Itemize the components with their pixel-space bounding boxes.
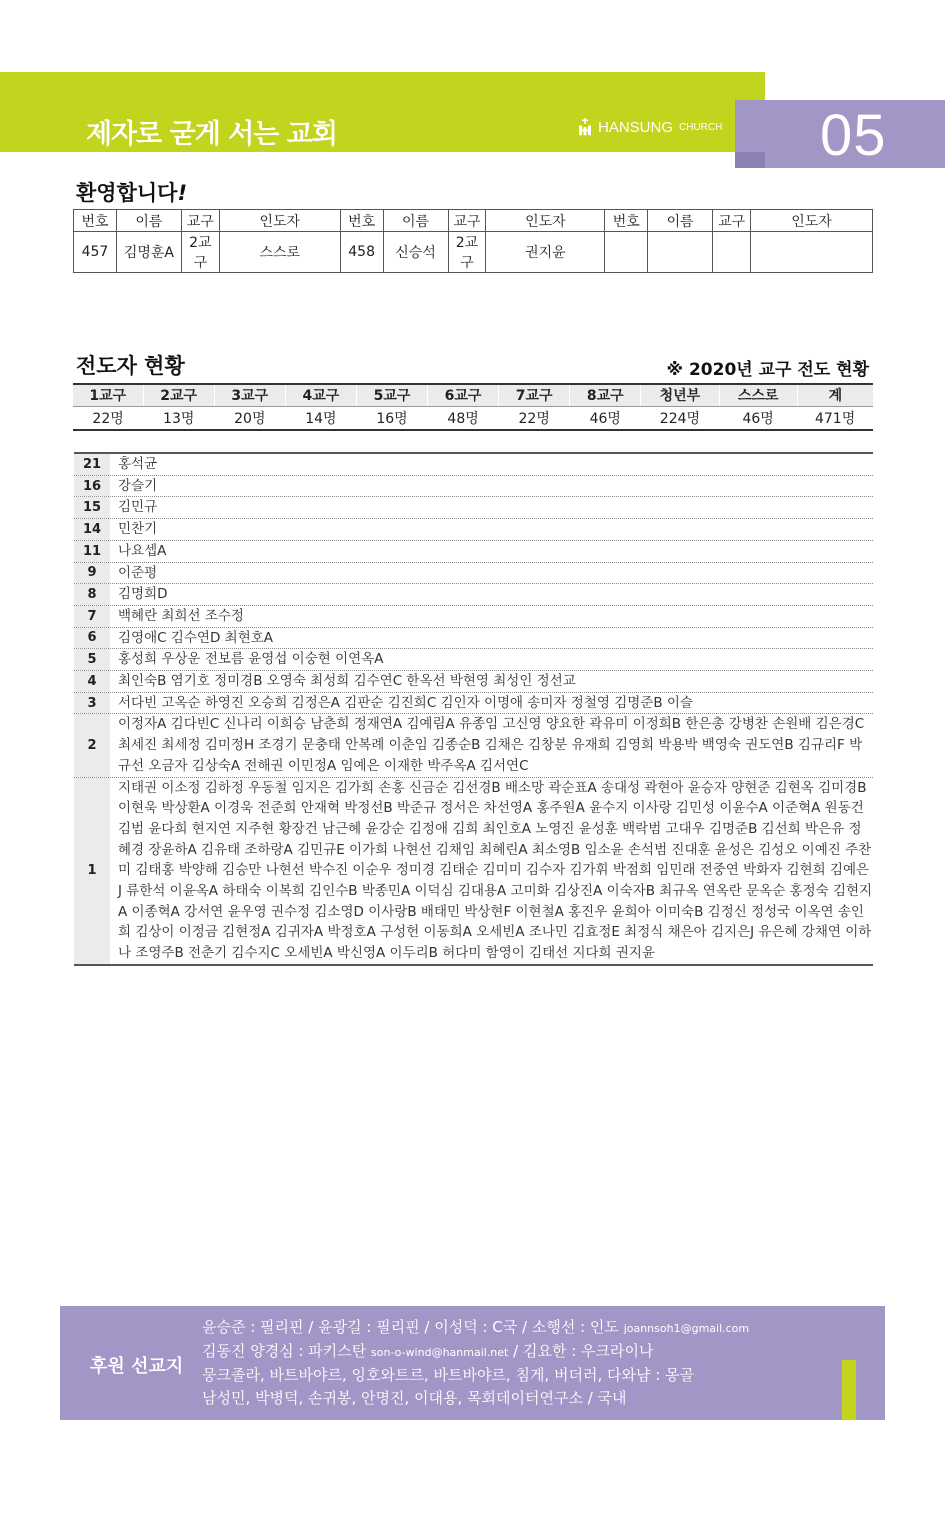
table-cell: 46명 bbox=[570, 406, 641, 430]
table-cell bbox=[648, 232, 713, 273]
table-cell: 224명 bbox=[641, 406, 719, 430]
rank-names: 김명희D bbox=[118, 586, 168, 603]
list-item bbox=[74, 606, 873, 628]
rank-names: 민찬기 bbox=[118, 521, 158, 538]
missionary-label: 후원 선교지 bbox=[90, 1356, 184, 1377]
rank-names: 김영애C 김수연D 최현호A bbox=[118, 629, 274, 646]
table-cell: 457 bbox=[74, 232, 117, 273]
list-item bbox=[74, 563, 873, 585]
rank-names: 김민규 bbox=[118, 499, 158, 516]
col-parish: 교구 bbox=[448, 210, 486, 232]
page-heading: 제자로 굳게 서는 교회 bbox=[86, 119, 337, 150]
rank-names: 강슬기 bbox=[118, 477, 158, 494]
col-name: 이름 bbox=[383, 210, 448, 232]
table-cell: 14명 bbox=[285, 406, 356, 430]
list-item bbox=[74, 714, 873, 777]
col-parish: 교구 bbox=[181, 210, 219, 232]
rank-count: 14 bbox=[74, 519, 110, 540]
col-guide: 인도자 bbox=[486, 210, 605, 232]
rank-count: 5 bbox=[74, 649, 110, 670]
table-cell: 48명 bbox=[428, 406, 499, 430]
col-parish-4: 4교구 bbox=[285, 384, 356, 406]
evangelism-note: ※ 2020년 교구 전도 현황 bbox=[666, 360, 869, 380]
table-cell: 46명 bbox=[719, 406, 797, 430]
welcome-table bbox=[73, 209, 873, 273]
rank-names: 이준평 bbox=[118, 564, 158, 581]
table-row bbox=[74, 232, 873, 273]
col-number: 번호 bbox=[605, 210, 648, 232]
rank-count: 7 bbox=[74, 606, 110, 627]
missionary-email-2: son-o-wind@hanmail.net bbox=[371, 1346, 509, 1359]
rank-count: 3 bbox=[74, 693, 110, 714]
rank-names: 홍성희 우상운 전보름 윤영섭 이숭현 이연옥A bbox=[118, 651, 384, 668]
missionary-line-2-text: 김동진 양경심 : 파키스탄 bbox=[202, 1342, 367, 1360]
table-cell: 권지윤 bbox=[486, 232, 605, 273]
church-cross-icon bbox=[576, 118, 594, 136]
list-item bbox=[74, 628, 873, 650]
table-cell: 2교구 bbox=[181, 232, 219, 273]
rank-names: 백혜란 최희선 조수정 bbox=[118, 607, 244, 624]
table-cell: 2교구 bbox=[448, 232, 486, 273]
table-cell bbox=[713, 232, 751, 273]
table-cell: 신승석 bbox=[383, 232, 448, 273]
list-item bbox=[74, 649, 873, 671]
rank-count: 2 bbox=[74, 714, 110, 776]
table-cell: 16명 bbox=[356, 406, 427, 430]
table-cell: 김명훈A bbox=[116, 232, 181, 273]
col-guide: 인도자 bbox=[219, 210, 340, 232]
welcome-title-text: 환영합니다 bbox=[76, 181, 178, 205]
table-cell bbox=[605, 232, 648, 273]
church-logo bbox=[576, 118, 722, 136]
rank-count: 1 bbox=[74, 778, 110, 964]
rank-names: 이정자A 김다빈C 신나리 이희승 남춘희 정재연A 김예림A 유종임 고신영 양요한 곽유미 이정희B 한은총 강병찬 손원배 김은경C 최세진 최세정 김미정H 조경기 문충태 안복례 이춘임 김종순B 김채은 김창분 유재희 김영희 박용박 백영숙 권도연B 김규리F 박규선 오금자 김상숙A 전해권 이민정A 임예은 이재한 박주옥A 김서연C bbox=[118, 716, 865, 774]
list-item bbox=[74, 541, 873, 563]
logo-text: HANSUNG bbox=[598, 118, 674, 136]
list-item bbox=[74, 584, 873, 606]
accent-bar bbox=[842, 1360, 856, 1420]
col-number: 번호 bbox=[340, 210, 383, 232]
rank-names: 나요셉A bbox=[118, 542, 167, 559]
list-item bbox=[74, 671, 873, 693]
col-guide: 인도자 bbox=[751, 210, 873, 232]
rank-names: 홍석균 bbox=[118, 456, 158, 472]
logo-sub-text: CHURCH bbox=[679, 121, 723, 133]
col-parish-1: 1교구 bbox=[73, 384, 143, 406]
col-parish-5: 5교구 bbox=[356, 384, 427, 406]
table-cell: 13명 bbox=[143, 406, 214, 430]
list-item bbox=[74, 497, 873, 519]
rank-names: 서다빈 고옥순 하영진 오승희 김정은A 김판순 김진희C 김인자 이명애 송미자 정철영 김명준B 이슬 bbox=[118, 694, 693, 711]
col-self: 스스로 bbox=[719, 384, 797, 406]
table-row bbox=[73, 406, 873, 430]
rank-count: 6 bbox=[74, 628, 110, 649]
page-number: 05 bbox=[820, 103, 887, 168]
evangelist-ranking-list bbox=[74, 452, 873, 966]
col-parish-3: 3교구 bbox=[214, 384, 285, 406]
rank-count: 4 bbox=[74, 671, 110, 692]
list-item bbox=[74, 454, 873, 476]
col-number: 번호 bbox=[74, 210, 117, 232]
missionary-line-1-text: 윤승준 : 필리핀 / 윤광길 : 필리핀 / 이성덕 : C국 / 소행선 : 인도 bbox=[202, 1318, 619, 1336]
rank-count: 11 bbox=[74, 541, 110, 562]
list-item bbox=[74, 693, 873, 715]
missionary-email-1: joannsoh1@gmail.com bbox=[623, 1322, 750, 1335]
col-name: 이름 bbox=[116, 210, 181, 232]
missionary-line-2-rest: / 김요한 : 우크라이나 bbox=[513, 1342, 654, 1360]
rank-names: 최인숙B 염기호 정미경B 오영숙 최성희 김수연C 한옥선 박현영 최성인 정선교 bbox=[118, 673, 576, 690]
evangelism-header-row bbox=[73, 384, 873, 406]
list-item bbox=[74, 519, 873, 541]
rank-count: 8 bbox=[74, 584, 110, 605]
rank-count: 16 bbox=[74, 476, 110, 497]
evangelism-table bbox=[73, 383, 873, 431]
col-name: 이름 bbox=[648, 210, 713, 232]
col-parish: 교구 bbox=[713, 210, 751, 232]
table-cell: 458 bbox=[340, 232, 383, 273]
col-parish-6: 6교구 bbox=[428, 384, 499, 406]
table-cell: 22명 bbox=[73, 406, 143, 430]
table-cell bbox=[751, 232, 873, 273]
welcome-header-row bbox=[74, 210, 873, 232]
col-parish-2: 2교구 bbox=[143, 384, 214, 406]
list-item bbox=[74, 476, 873, 498]
missionary-line-1 bbox=[202, 1316, 749, 1340]
list-item bbox=[74, 778, 873, 964]
missionary-support-box bbox=[60, 1306, 885, 1420]
table-cell: 471명 bbox=[797, 406, 873, 430]
welcome-title bbox=[76, 177, 187, 207]
missionary-line-2 bbox=[202, 1340, 749, 1364]
table-cell: 스스로 bbox=[219, 232, 340, 273]
welcome-title-mark: ! bbox=[177, 181, 188, 205]
missionary-line-3: 뭉크졸라, 바트바야르, 잉호와트르, 바트바야르, 침게, 버더러, 다와냠 : 몽골 bbox=[202, 1366, 695, 1384]
rank-names: 지태권 이소정 김하정 우동철 임지은 김가희 손홍 신금순 김선경B 배소망 곽순표A 송대성 곽현아 윤승자 양현준 김현옥 김미경B 이현욱 박상환A 이경욱 전준희 안재혁 박정선B 박준규 정서은 차선영A 홍주원A 윤수지 이사랑 김민성 이윤수A 이준혁A 원동건 김범 윤다희 현지연 지주현 황장건 남근혜 윤강순 김정애 김희 최인호A 노영진 윤성훈 백락범 고대우 김명준B 김선희 박은유 정혜경 장윤하A 김유태 조하랑A 김민규E 이가희 나현선 김채임 최혜린A 최소영B 임소윤 손석범 진대훈 윤성은 김성오 이예진 주찬미 김태홍 박양해 김승만 나현선 박수진 이순우 정미경 김태순 김미미 김수자 김가휘 박점희 임민래 전중연 박화자 김현희 김예은J 류한석 이윤옥A 하태숙 이복희 김인수B 박종민A 이덕심 김대용A 고미화 김상진A 이숙자B 최규옥 연옥란 문옥순 홍정숙 김현지A 이종혁A 강서연 윤우영 권수정 김소영D 이사랑B 배태민 박상현F 이현철A 홍진우 윤희아 이미숙B 김정신 정성국 이옥연 송인희 김상이 이정금 김현정A 김귀자A 박정호A 구성헌 이동희A 오세빈A 조나민 김효정E 최정식 채은아 김지은J 유은혜 강채연 이하나 조영주B 전춘기 김수지C 오세빈A 박신영A 이두리B 허다미 함영이 김태선 지다희 권지윤 bbox=[118, 779, 873, 962]
rank-count: 9 bbox=[74, 563, 110, 584]
col-parish-7: 7교구 bbox=[499, 384, 570, 406]
table-cell: 20명 bbox=[214, 406, 285, 430]
table-cell: 22명 bbox=[499, 406, 570, 430]
missionary-line-4: 남성민, 박병덕, 손귀봉, 안명진, 이대용, 목회데이터연구소 / 국내 bbox=[202, 1389, 627, 1407]
col-youth: 청년부 bbox=[641, 384, 719, 406]
col-total: 계 bbox=[797, 384, 873, 406]
evangelism-title: 전도자 현황 bbox=[76, 354, 185, 378]
rank-count: 21 bbox=[74, 454, 110, 475]
tab-fold bbox=[735, 152, 765, 168]
missionary-lines bbox=[202, 1316, 749, 1410]
rank-count: 15 bbox=[74, 497, 110, 518]
col-parish-8: 8교구 bbox=[570, 384, 641, 406]
